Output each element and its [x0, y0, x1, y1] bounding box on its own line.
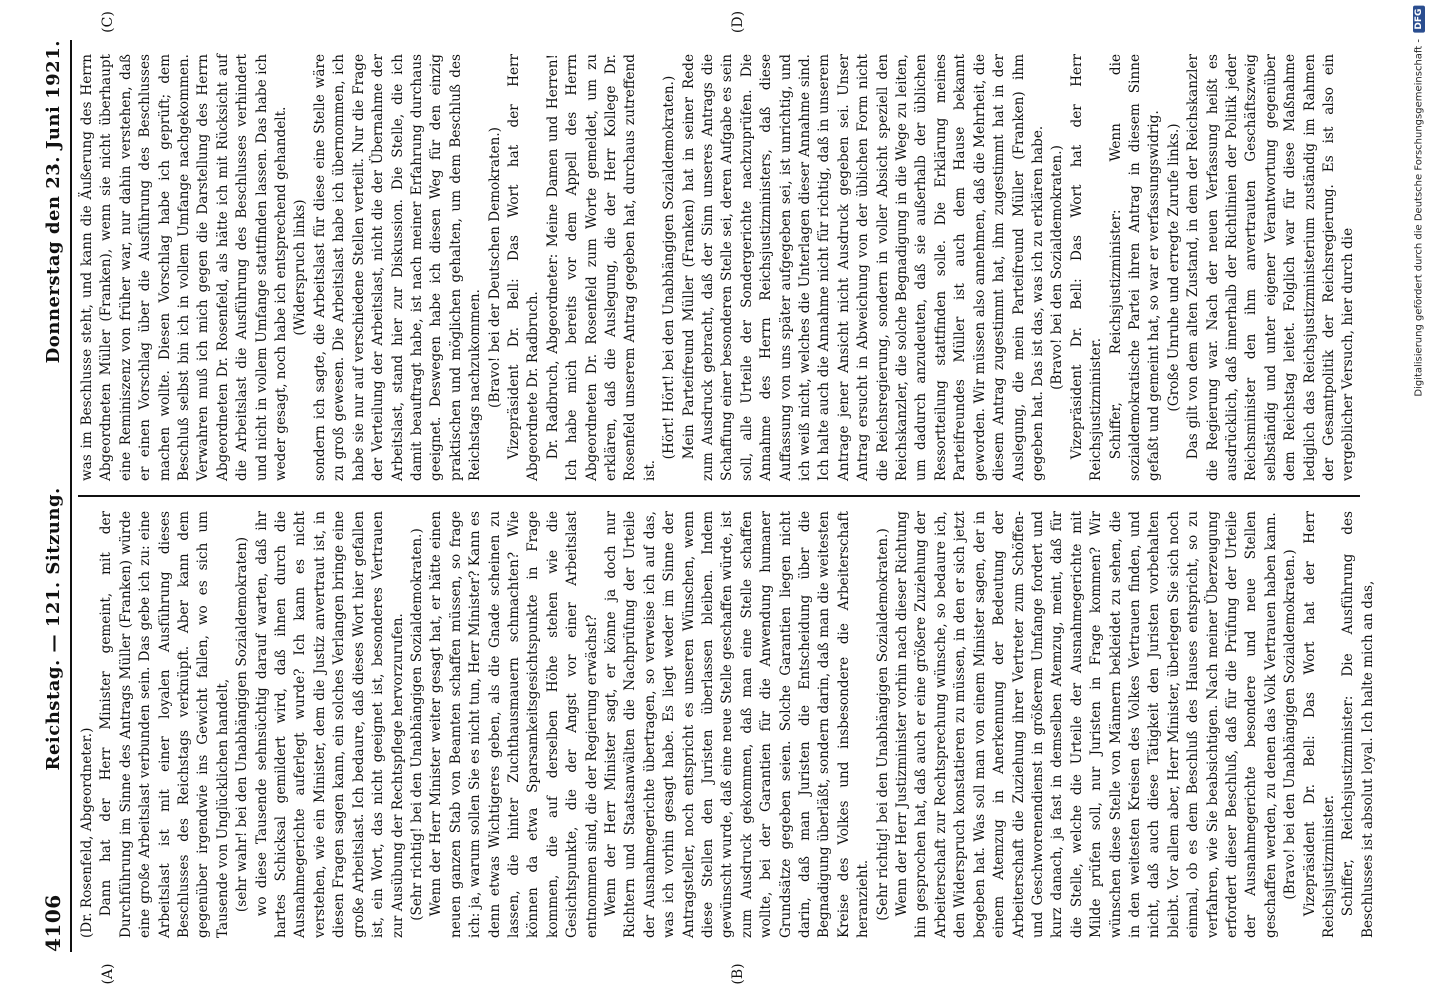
paragraph: Das gilt von dem alten Zustand, in dem der Reichskanzler die Regierung war. Nach der neuen Verfassung heißt es ausdrücklich, daß innerhalb der Richtlinien der Politik jeder Reichsminister den ihm anvertrauten Geschäftszweig selbständig und unter eigener Verantwortung gegenüber dem Reichstag leitet. Folglich war für diese Maßnahme lediglich das Reichsjustizministerium zuständig im Rahmen der Gesamtpolitik der Reichsregierung. Es ist also ein vergeblicher Versuch, hier durch die — [1185, 54, 1357, 481]
speaker-line: Schiffer, Reichsjustizminister: Die Ausführung des Beschlusses ist absolut loyal. Ich halte mich an das, — [1340, 511, 1376, 938]
margin-marker-c: (C) — [100, 11, 116, 33]
paragraph: Dann hat der Herr Minister gemeint, mit der Durchführung im Sinne des Antrags Müller (Franken) würde eine große Arbeitslast verbunden sein. Das gebe ich zu: eine Arbeitslast ist mit einer loyalen Ausführung dieses Beschlusses des Reichstags verknüpft. Aber kann dem gegenüber irgendwie ins Gewicht fallen, wo es sich um Tausende von Unglücklichen handelt, — [98, 511, 231, 938]
margin-marker-b: (B) — [730, 963, 746, 985]
page-number: 4106 — [41, 894, 65, 952]
header-session: Reichstag. — 121. Sitzung. — [42, 487, 64, 771]
interjection: (Bravo! bei der Deutschen Demokraten.) — [486, 127, 503, 408]
dfg-logo: DFG — [1413, 6, 1425, 33]
credit-text: Digitalisierung gefördert durch die Deutsche Forschungsgemeinschaft - — [1413, 39, 1425, 397]
paragraph: Dr. Radbruch, Abgeordneter: Meine Damen und Herren! Ich habe mich bereits vor dem Appell des Herrn Abgeordneten Dr. Rosenfeld zum Worte gemeldet, um zu erklären, daß die Auslegung, die der Herr Kollege Dr. Rosenfeld unserem Antrag gegeben hat, durchaus zutreffend ist. — [544, 54, 658, 481]
interjection: (Sehr richtig! bei den Unabhängigen Sozialdemokraten.) — [874, 528, 891, 921]
digitization-credit — [1408, 6, 1430, 994]
interjection: (Große Unruhe und erregte Zurufe links.) — [1165, 123, 1182, 412]
paragraph: Mein Parteifreund Müller (Franken) hat in seiner Rede zum Ausdruck gebracht, daß der Sinn unseres Antrags die Schaffung einer besonderen Stelle sei, deren Aufgabe es sein soll, alle Urteile der Sondergerichte nachzuprüfen. Die Annahme des Herrn Reichsjustizministers, daß diese Auffassung von uns später aufgegeben sei, ist unrichtig, und ich weiß nicht, welches die Unterlagen dieser Annahme sind. Ich halte auch die Annahme nicht für richtig, daß in unserem Antrage jener Ansicht nicht Ausdruck gegeben sei. Unser Antrag ersucht in Abweichung von der üblichen Form nicht die Reichsregierung, sondern in voller Absicht speziell den Reichskanzler, die solche Begnadigung in die Wege zu leiten, um dadurch anzudeuten, daß sie außerhalb der üblichen Ressortteilung stattfinden solle. Die Erklärung meines Parteifreundes Müller ist auch dem Hause bekannt geworden. Wir müssen also annehmen, daß die Mehrheit, die diesem Antrag zugestimmt hat, ihm zugestimmt hat in der Auslegung, die mein Parteifreund Müller (Franken) ihm gegeben hat. Das ist das, was ich zu erklären habe. — [680, 54, 1046, 481]
interjection: (Widerspruch links) — [292, 199, 309, 336]
paragraph: Wenn der Herr Justizminister vorhin nach dieser Richtung hin gesprochen hat, daß auch er eine größere Zuziehung der Arbeiterschaft zur Rechtsprechung wünsche, so bedaure ich, den Widerspruch konstatieren zu müssen, in den er sich jetzt begeben hat. Was soll man von einem Minister sagen, der in einem Atemzug in Anerkennung der Bedeutung der Arbeiterschaft die Zuziehung ihrer Vertreter zum Schöffen- und Geschworenendienst in größerem Umfange fordert und kurz danach, ja fast in demselben Atemzug, meint, daß für die Stelle, welche die Urteile der Ausnahmegerichte mit Milde prüfen soll, nur Juristen in Frage kommen? Wir wünschen diese Stelle von Männern bekleidet zu sehen, die in den weitesten Kreisen des Volkes Vertrauen finden, und nicht, daß auch diese Tätigkeit den Juristen vorbehalten bleibt. Vor allem aber, Herr Minister, überlegen Sie sich noch einmal, ob es dem Beschluß des Hauses entspricht, so zu verfahren, wie Sie beabsichtigen. Nach meiner Überzeugung erfordert dieser Beschluß, daß für die Prüfung der Urteile der Ausnahmegerichte besondere und neue Stellen geschaffen werden, zu denen das Volk Vertrauen haben kann. — [894, 511, 1279, 938]
paragraph: (Dr. Rosenfeld, Abgeordneter.) — [79, 727, 95, 938]
paragraph: Wenn der Herr Minister sagt, er könne ja doch nur Richtern und Staatsanwälten die Nachprüfung der Urteile der Ausnahmegerichte übertragen, so verweise ich auf das, was ich vorhin gesagt habe. Es liegt weder im Sinne der Antragsteller, noch entspricht es unseren Wünschen, wenn diese Stellen den Juristen überlassen bleiben. Indem gewünscht wurde, daß eine neue Stelle geschaffen würde, ist zum Ausdruck gekommen, daß man eine Stelle schaffen wollte, bei der Garantien für die Anwendung humaner Grundsätze gegeben seien. Solche Garantien liegen nicht darin, daß man Juristen die Entscheidung über die Begnadigung überläßt, sondern darin, daß man die weitesten Kreise des Volkes und insbesondere die Arbeiterschaft heranzieht. — [602, 511, 872, 938]
right-column — [78, 40, 1360, 495]
left-column — [78, 497, 1376, 952]
column-divider — [78, 495, 1360, 497]
text-columns — [78, 40, 1376, 952]
interjection: (Bravo! bei den Unabhängigen Sozialdemokraten.) — [1282, 549, 1299, 900]
paragraph: was im Beschlusse steht, und kann die Äußerung des Herrn Abgeordneten Müller (Franken), wenn sie nicht überhaupt eine Reminiszenz von früher war, nur dahin verstehen, daß er einen Vorschlag über die Ausführung des Beschlusses machen wollte. Diesen Vorschlag habe ich geprüft; dem Beschluß selbst bin ich in vollem Umfange nachgekommen. Verwahren muß ich mich gegen die Darstellung des Herrn Abgeordneten Dr. Rosenfeld, als hätte ich mit Rücksicht auf die Arbeitslast die Ausführung des Beschlusses verhindert und nicht in vollem Umfange stattfinden lassen. Das habe ich weder gesagt, noch habe ich entsprechend gehandelt. — [79, 54, 290, 481]
paragraph: wo diese Tausende sehnsüchtig darauf warten, daß ihr hartes Schicksal gemildert wird, daß ihnen durch die Ausnahmegerichte auferlegt wurde? Ich kann es nicht verstehen, wie ein Minister, dem die Justiz anvertraut ist, in diesen Fragen sagen kann, ein solches Verlangen bringe eine große Arbeitslast. Ich bedaure, daß dieses Wort hier gefallen ist, ein Wort, das nicht geeignet ist, besonderes Vertrauen zur Ausübung der Rechtspflege hervorzurufen. — [253, 511, 406, 938]
header-rule — [70, 40, 72, 952]
page-header — [40, 40, 66, 952]
paragraph: Wenn der Herr Minister weiter gesagt hat, er hätte einen neuen ganzen Stab von Beamten schaffen müssen, so frage ich: ja, warum sollen Sie es nicht tun, Herr Minister? Kann es denn etwas Wichtigeres geben, als die Gnade scheinen zu lassen, die hinter Zuchthausmauern schmachten? Wie können da etwa Sparsamkeitsgesichtspunkte in Frage kommen, die auf derselben Höhe stehen wie die Gesichtspunkte, die der Angst vor einer Arbeitslast entnommen sind, die der Regierung erwächst? — [428, 511, 600, 938]
paragraph: Schiffer, Reichsjustizminister: Wenn die sozialdemokratische Partei ihren Antrag in diesem Sinne gefaßt und gemeint hat, so war er verfassungswidrig. — [1107, 54, 1163, 481]
interjection: (sehr wahr! bei den Unabhängigen Sozialdemokraten) — [234, 536, 251, 913]
speaker-line: Vizepräsident Dr. Bell: Das Wort hat der Herr Abgeordnete Dr. Radbruch. — [505, 54, 542, 481]
margin-marker-a: (A) — [100, 963, 116, 985]
interjection: (Hört! Hört! bei den Unabhängigen Sozialdemokraten.) — [661, 75, 678, 460]
interjection: (Bravo! bei den Sozialdemokraten.) — [1049, 145, 1066, 390]
speaker-line: Vizepräsident Dr. Bell: Das Wort hat der Herr Reichsjustizminister. — [1301, 511, 1337, 938]
paragraph: sondern ich sagte, die Arbeitslast für diese eine Stelle wäre zu groß gewesen. Die Arbeitslast habe ich übernommen, ich habe sie nur auf verschiedene Stellen verteilt. Nur die Frage der Verteilung der Arbeitslast, nicht die der Übernahme der Arbeitslast, stand hier zur Diskussion. Die Stelle, die ich damit beauftragt habe, ist nach meiner Erfahrung durchaus geeignet. Deswegen habe ich diesen Weg für den einzig praktischen und möglichen gehalten, um dem Beschluß des Reichstags nachzukommen. — [311, 54, 484, 481]
header-date: Donnerstag den 23. Juni 1921. — [42, 40, 64, 364]
interjection: (Sehr richtig! bei den Unabhängigen Sozialdemokraten.) — [408, 528, 425, 921]
margin-marker-d: (D) — [730, 10, 746, 34]
speaker-line: Vizepräsident Dr. Bell: Das Wort hat der Herr Reichsjustizminister. — [1068, 54, 1105, 481]
